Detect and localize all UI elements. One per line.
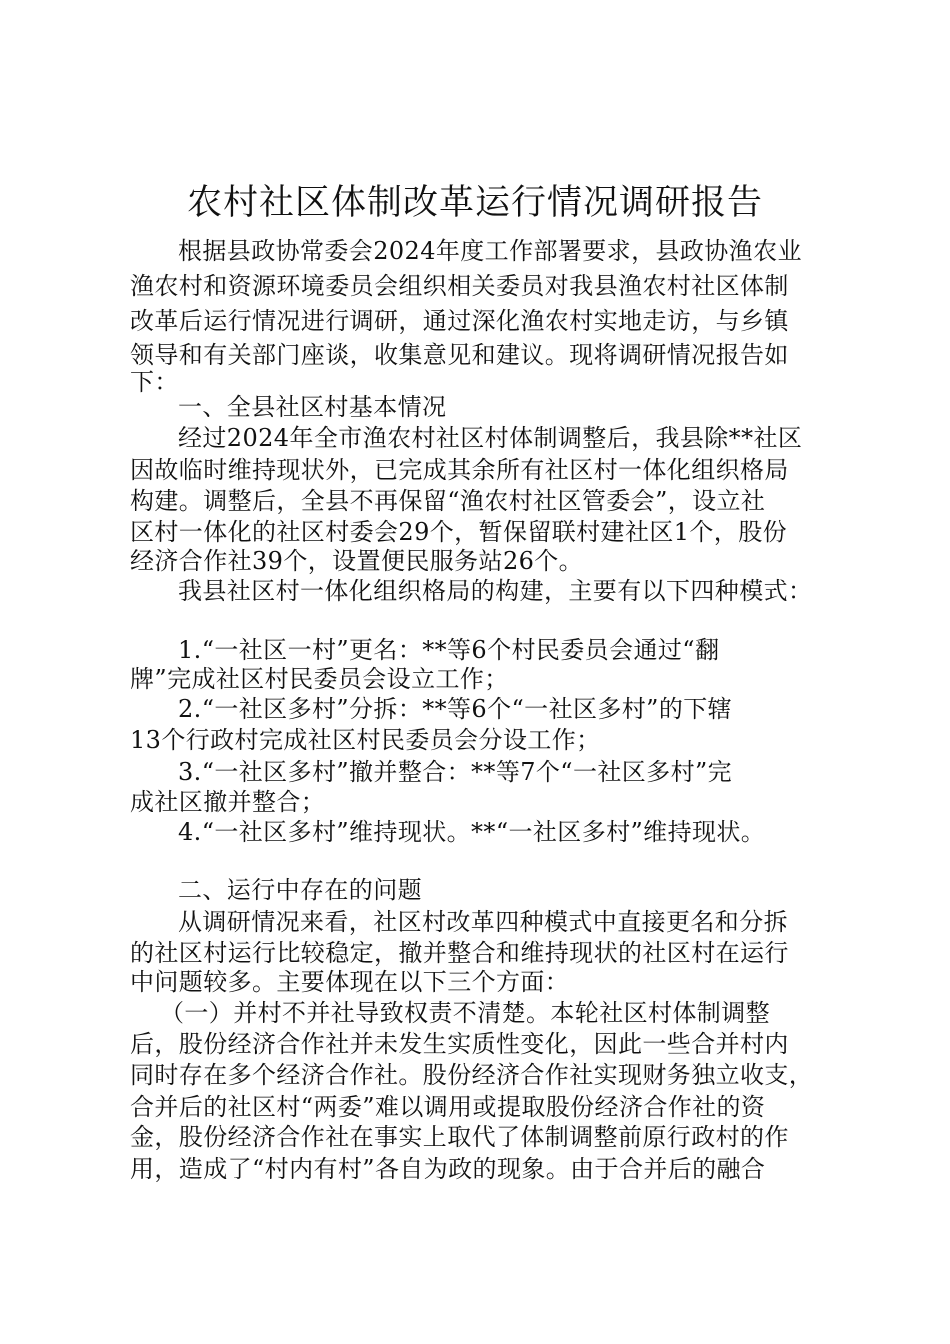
list-item-line: 4.“一社区多村”维持现状。**“一社区多村”维持现状。 [178, 818, 766, 846]
subsection-line: （一）并村不并社导致权责不清楚。本轮社区村体制调整 [160, 999, 770, 1027]
list-item-line: 13个行政村完成社区村民委员会分设工作； [130, 726, 601, 754]
paragraph-line: 因故临时维持现状外，已完成其余所有社区村一体化组织格局 [130, 456, 789, 484]
paragraph-line: 的社区村运行比较稳定，撤并整合和维持现状的社区村在运行 [130, 939, 789, 967]
paragraph-line: 我县社区村一体化组织格局的构建，主要有以下四种模式： [178, 577, 813, 605]
section-heading: 二、运行中存在的问题 [178, 876, 422, 904]
paragraph-line: 金，股份经济合作社在事实上取代了体制调整前原行政村的作 [130, 1123, 789, 1151]
paragraph-line: 后，股份经济合作社并未发生实质性变化，因此一些合并村内 [130, 1030, 789, 1058]
paragraph-line: 合并后的社区村“两委”难以调用或提取股份经济合作社的资 [130, 1093, 766, 1121]
paragraph-line: 构建。调整后，全县不再保留“渔农村社区管委会”，设立社 [130, 487, 766, 515]
list-item-line: 3.“一社区多村”撤并整合：**等7个“一社区多村”完 [178, 758, 733, 786]
paragraph-line: 领导和有关部门座谈，收集意见和建议。现将调研情况报告如 [130, 341, 789, 369]
paragraph-line: 从调研情况来看，社区村改革四种模式中直接更名和分拆 [178, 908, 788, 936]
document-title: 农村社区体制改革运行情况调研报告 [186, 183, 763, 223]
list-item-line: 成社区撤并整合； [130, 788, 326, 816]
paragraph-line: 渔农村和资源环境委员会组织相关委员对我县渔农村社区体制 [130, 272, 789, 300]
list-item-line: 2.“一社区多村”分拆：**等6个“一社区多村”的下辖 [178, 695, 733, 723]
paragraph-line: 经济合作社39个，设置便民服务站26个。 [130, 547, 584, 575]
list-item-line: 牌”完成社区村民委员会设立工作； [130, 665, 509, 693]
paragraph-line: 同时存在多个经济合作社。股份经济合作社实现财务独立收支， [130, 1061, 814, 1089]
paragraph-line: 用，造成了“村内有村”各自为政的现象。由于合并后的融合 [130, 1155, 766, 1183]
paragraph-line: 区村一体化的社区村委会29个，暂保留联村建社区1个，股份 [130, 518, 788, 546]
paragraph-line: 经过2024年全市渔农村社区村体制调整后，我县除**社区 [178, 424, 803, 452]
section-heading: 一、全县社区村基本情况 [178, 393, 447, 421]
paragraph-line: 下： [130, 368, 179, 396]
paragraph-line: 根据县政协常委会2024年度工作部署要求，县政协渔农业 [178, 237, 802, 265]
list-item-line: 1.“一社区一村”更名：**等6个村民委员会通过“翻 [178, 636, 720, 664]
paragraph-line: 改革后运行情况进行调研，通过深化渔农村实地走访，与乡镇 [130, 307, 789, 335]
paragraph-line: 中问题较多。主要体现在以下三个方面： [130, 968, 570, 996]
